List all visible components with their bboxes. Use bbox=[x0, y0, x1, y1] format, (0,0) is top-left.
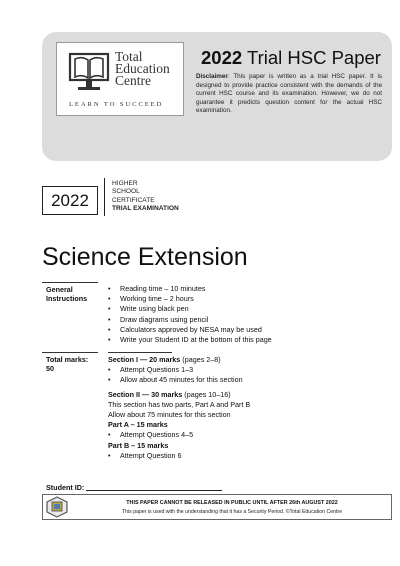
section-2-line-1: This section has two parts, Part A and Part B bbox=[108, 399, 251, 409]
list-item: • Attempt Questions 4–5 bbox=[108, 430, 250, 440]
section-2-heading bbox=[108, 390, 250, 400]
cert-line-1: HIGHER bbox=[112, 180, 138, 187]
section-2-line-2: Allow about 75 minutes for this section bbox=[108, 410, 231, 420]
sections-list bbox=[108, 355, 250, 461]
part-a-title: Part A – 15 marks bbox=[108, 420, 168, 430]
cert-line-bold: TRIAL EXAMINATION bbox=[112, 204, 179, 212]
divider bbox=[108, 352, 172, 353]
exam-year-box: 2022 bbox=[42, 186, 98, 215]
divider bbox=[42, 352, 98, 353]
logo-line-3: Centre bbox=[115, 73, 151, 88]
security-seal-icon bbox=[45, 496, 69, 518]
paper-title-text: Trial HSC Paper bbox=[246, 47, 381, 68]
list-item: • Write using black pen bbox=[108, 304, 272, 314]
list-item: • Attempt Questions 1–3 bbox=[108, 365, 250, 375]
student-id-label: Student ID: bbox=[46, 483, 85, 492]
certificate-label bbox=[112, 180, 179, 213]
security-notice bbox=[42, 494, 392, 520]
section-2-title: Section II — 30 marks bbox=[108, 389, 183, 399]
total-marks-value: 50 bbox=[46, 364, 54, 373]
list-item: • Draw diagrams using pencil bbox=[108, 315, 272, 325]
cert-line-3: CERTIFICATE bbox=[112, 196, 155, 204]
security-notice-line-2: This paper is used with the understanding that it has a Security Period. ©Total Education Centre bbox=[121, 509, 343, 515]
total-marks-label bbox=[46, 355, 88, 373]
tec-logo bbox=[56, 42, 184, 116]
section-1-heading bbox=[108, 355, 250, 365]
list-item: • Allow about 45 minutes for this section bbox=[108, 375, 250, 385]
section-2-pages: (pages 10–16) bbox=[182, 389, 231, 399]
subject-title: Science Extension bbox=[42, 243, 248, 271]
list-item: • Working time – 2 hours bbox=[108, 294, 272, 304]
divider bbox=[42, 282, 98, 283]
section-1-title: Section I — 20 marks bbox=[108, 355, 181, 364]
paper-title-year: 2022 bbox=[201, 47, 243, 68]
list-item: • Attempt Question 6 bbox=[108, 451, 250, 461]
list-item: • Calculators approved by NESA may be used bbox=[108, 325, 272, 335]
student-id-field[interactable] bbox=[86, 490, 222, 491]
section-1-pages: (pages 2–8) bbox=[180, 355, 221, 364]
total-marks-text: Total marks: bbox=[46, 355, 89, 364]
logo-wordmark bbox=[115, 51, 181, 87]
list-item: • Write your Student ID at the bottom of this page bbox=[108, 335, 272, 345]
logo-line-2: Education bbox=[115, 61, 170, 76]
logo-tagline: LEARN TO SUCCEED bbox=[69, 101, 164, 108]
logo-line-1: Total bbox=[115, 49, 143, 64]
security-notice-line-1: THIS PAPER CANNOT BE RELEASED IN PUBLIC UNTIL AFTER 26th AUGUST 2022 bbox=[126, 500, 338, 506]
book-monitor-icon bbox=[67, 51, 111, 95]
disclaimer bbox=[196, 73, 382, 116]
list-item: • Reading time – 10 minutes bbox=[108, 284, 272, 294]
disclaimer-label: Disclaimer bbox=[196, 73, 228, 80]
part-b-title: Part B – 15 marks bbox=[108, 440, 169, 450]
general-instructions-list bbox=[108, 284, 272, 345]
cert-line-2: SCHOOL bbox=[112, 188, 140, 196]
paper-title bbox=[201, 47, 381, 69]
general-instructions-label: General Instructions bbox=[46, 285, 88, 303]
divider bbox=[104, 178, 105, 216]
disclaimer-text: : This paper is written as a trial HSC paper. It is designed to provide practice consistent with the demands of the current HSC course and its examination. However, we do not guarantee it predicts question content for the actual HSC examination. bbox=[196, 73, 382, 115]
